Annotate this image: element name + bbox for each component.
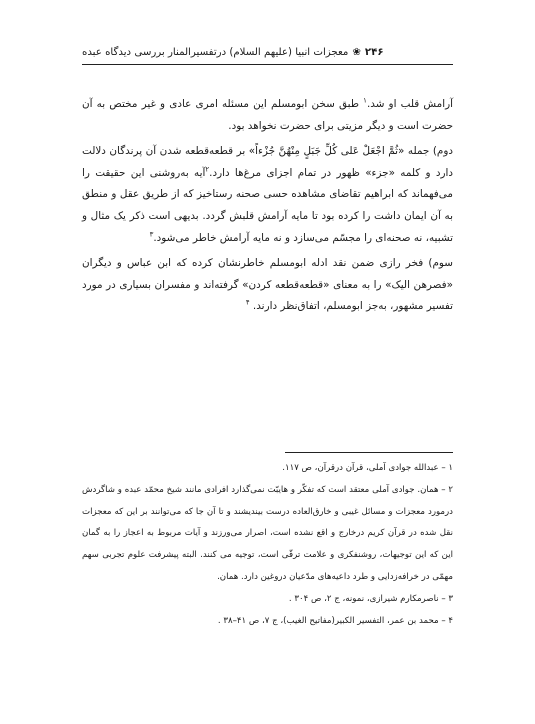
paragraph-1-text: آرامش قلب او شد. [366,98,453,110]
running-title: معجزات انبیا (علیهم السلام) درتفسیرالمنار بررسی دیدگاه عبده [82,47,349,58]
main-text [82,94,453,322]
paragraph-3 [82,253,453,318]
footnote-ref-2: ۲ [205,165,210,174]
paragraph-1-text-cont: طبق سخن ابومسلم این مسئله امری عادی و غیر مختص به آن حضرت است و دیگر مزیتی برای حضرت نخواهد بود. [82,98,453,132]
footnote-1: ۱ – عبدالله جوادی آملی، قرآن درقرآن، ص ۱۱۷. [282,463,453,473]
paragraph-3-text: سوم) فخر رازی ضمن نقد ادله ابومسلم خاطرنشان کرده که ابن عباس و دیگران «فصرهن الیک» را به معنای «قطعه‌قطعه کردن» گرفته‌اند و مفسران بسیاری در مورد تفسیر مشهور، به‌جز ابومسلم، اتفاق‌نظر دارند. [82,257,453,313]
paragraph-2-text: دوم) جمله «ثُمَّ اجْعَلْ عَلی کُلِّ جَبَلٍ مِنْهُنَّ جُزْءاً» بر قطعه‌قطعه شدن آن پرندگان دلالت دارد و کلمه «جزء» ظهور در تمام اجزای مرغ‌ها دارد. [82,145,453,179]
footnote-ref-4: ۴ [245,298,250,307]
footnote-divider [285,452,453,453]
paragraph-1 [82,94,453,137]
footnote-3: ۳ – ناصرمکارم شیرازی، نمونه، ج ۲، ص ۳۰۴ . [288,593,453,604]
header-divider [82,64,453,65]
page-number: ۲۴۶ [364,47,384,58]
running-header [82,46,453,60]
flower-separator-icon: ❀ [352,47,361,58]
footnote-2: ۲ – همان. جوادی آملی معتقد است که تفکّر و هایبّت نمی‌گذارد افرادی مانند شیخ محمّد عبده و شاگردش درمورد معجزات و مسائل غیبی و خارق‌العاده درست بیندیشند و تا آن جا که می‌توانند بر این که معجزات نقل شده در قرآن کریم درخارج و اقع نشده است، اصرار می‌ورزند و آیات مربوط به اعجاز را به گمان این که این توجیهات، روشنفکری و علامت ترقّی است، توجیه می کنند. البته پیشرفت علوم تجربی سهم مهمّی در خرافه‌زدایی و طرد داعیه‌های مدّعیان دروغین دارد. همان. [82,484,453,582]
paragraph-2-text-cont: آیه به‌روشنی این حقیقت را می‌فهماند که ابراهیم تقاضای مشاهده حسی صحنه رستاخیز که از طریق عقل و منطق به آن ایمان داشت را کرده بود تا مایه آرامش قلبش گردد. بدیهی است ذکر یک مثال و تشبیه، نه صحنه‌ای را مجسّم می‌سازد و نه مایه آرامش خاطر می‌شود. [82,166,453,244]
footnotes [82,458,453,632]
footnote-ref-3: ۳ [149,230,154,239]
footnote-4: ۴ – محمد بن عمر، التفسیر الکبیر(مفاتیح الغیب)، ج ۷، ص ۴۱–۳۸ . [217,615,453,626]
footnote-ref-1: ۱ [363,96,367,105]
paragraph-2 [82,141,453,249]
